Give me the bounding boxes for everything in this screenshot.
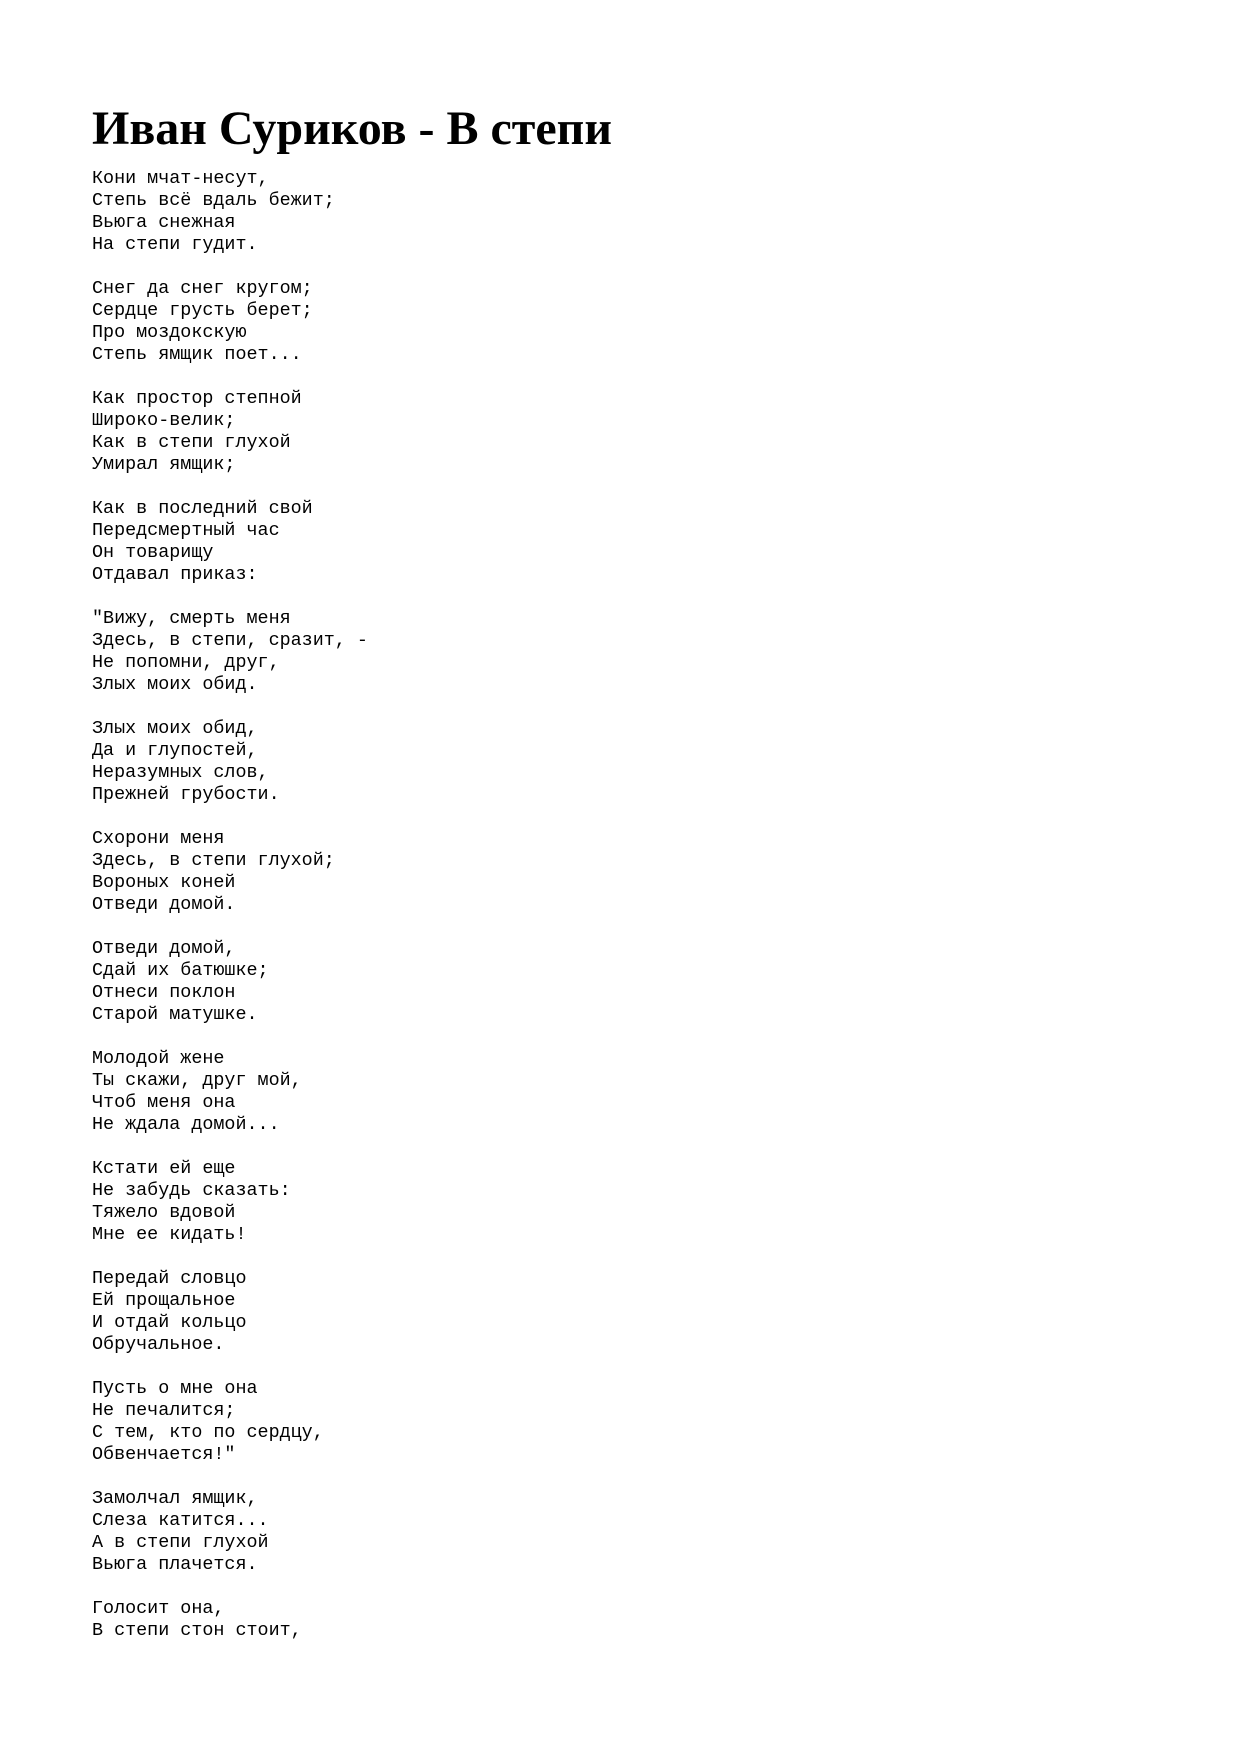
verse-line: Здесь, в степи, сразит, - — [92, 630, 368, 651]
verse-line: Передсмертный час — [92, 520, 280, 541]
verse-line: В степи стон стоит, — [92, 1620, 302, 1641]
verse-line: Прежней грубости. — [92, 784, 280, 805]
verse-line: Голосит она, — [92, 1598, 225, 1619]
verse-line: Пусть о мне она — [92, 1378, 258, 1399]
verse-line: Степь ямщик поет... — [92, 344, 302, 365]
verse-line: Вьюга снежная — [92, 212, 236, 233]
verse-line: Широко-велик; — [92, 410, 236, 431]
verse-line: Сердце грусть берет; — [92, 300, 313, 321]
document-page — [92, 100, 1192, 1664]
poem-body — [92, 168, 1192, 1642]
verse-line: Сдай их батюшке; — [92, 960, 269, 981]
stanza — [92, 1048, 1192, 1136]
verse-line: Как простор степной — [92, 388, 302, 409]
verse-line: Не ждала домой... — [92, 1114, 280, 1135]
verse-line: Злых моих обид, — [92, 718, 258, 739]
verse-line: Здесь, в степи глухой; — [92, 850, 335, 871]
stanza — [92, 938, 1192, 1026]
verse-line: Отведи домой, — [92, 938, 236, 959]
verse-line: Замолчал ямщик, — [92, 1488, 258, 1509]
verse-line: Злых моих обид. — [92, 674, 258, 695]
stanza — [92, 388, 1192, 476]
verse-line: Отдавал приказ: — [92, 564, 258, 585]
verse-line: И отдай кольцо — [92, 1312, 247, 1333]
verse-line: Молодой жене — [92, 1048, 225, 1069]
verse-line: Неразумных слов, — [92, 762, 269, 783]
verse-line: Ты скажи, друг мой, — [92, 1070, 302, 1091]
stanza — [92, 718, 1192, 806]
stanza — [92, 608, 1192, 696]
verse-line: Отнеси поклон — [92, 982, 236, 1003]
verse-line: Не печалится; — [92, 1400, 236, 1421]
verse-line: Как в последний свой — [92, 498, 313, 519]
stanza — [92, 1378, 1192, 1466]
verse-line: Как в степи глухой — [92, 432, 291, 453]
verse-line: "Вижу, смерть меня — [92, 608, 291, 629]
verse-line: Обручальное. — [92, 1334, 225, 1355]
stanza — [92, 1158, 1192, 1246]
stanza — [92, 1268, 1192, 1356]
verse-line: Вороных коней — [92, 872, 236, 893]
stanza — [92, 1598, 1192, 1642]
verse-line: Кони мчат-несут, — [92, 168, 269, 189]
verse-line: Кстати ей еще — [92, 1158, 236, 1179]
verse-line: Да и глупостей, — [92, 740, 258, 761]
verse-line: Ей прощальное — [92, 1290, 236, 1311]
verse-line: Мне ее кидать! — [92, 1224, 247, 1245]
verse-line: Про моздокскую — [92, 322, 247, 343]
stanza — [92, 1488, 1192, 1576]
verse-line: Не попомни, друг, — [92, 652, 280, 673]
verse-line: Вьюга плачется. — [92, 1554, 258, 1575]
verse-line: Обвенчается!" — [92, 1444, 236, 1465]
verse-line: Не забудь сказать: — [92, 1180, 291, 1201]
verse-line: А в степи глухой — [92, 1532, 269, 1553]
verse-line: Передай словцо — [92, 1268, 247, 1289]
verse-line: Тяжело вдовой — [92, 1202, 236, 1223]
verse-line: С тем, кто по сердцу, — [92, 1422, 324, 1443]
poem-title: Иван Суриков - В степи — [92, 102, 612, 155]
stanza — [92, 828, 1192, 916]
verse-line: Чтоб меня она — [92, 1092, 236, 1113]
verse-line: Схорони меня — [92, 828, 225, 849]
verse-line: Слеза катится... — [92, 1510, 269, 1531]
stanza — [92, 168, 1192, 256]
stanza — [92, 498, 1192, 586]
stanza — [92, 278, 1192, 366]
verse-line: Он товарищу — [92, 542, 214, 563]
verse-line: Снег да снег кругом; — [92, 278, 313, 299]
verse-line: Степь всё вдаль бежит; — [92, 190, 335, 211]
verse-line: Отведи домой. — [92, 894, 236, 915]
verse-line: На степи гудит. — [92, 234, 258, 255]
verse-line: Умирал ямщик; — [92, 454, 236, 475]
verse-line: Старой матушке. — [92, 1004, 258, 1025]
